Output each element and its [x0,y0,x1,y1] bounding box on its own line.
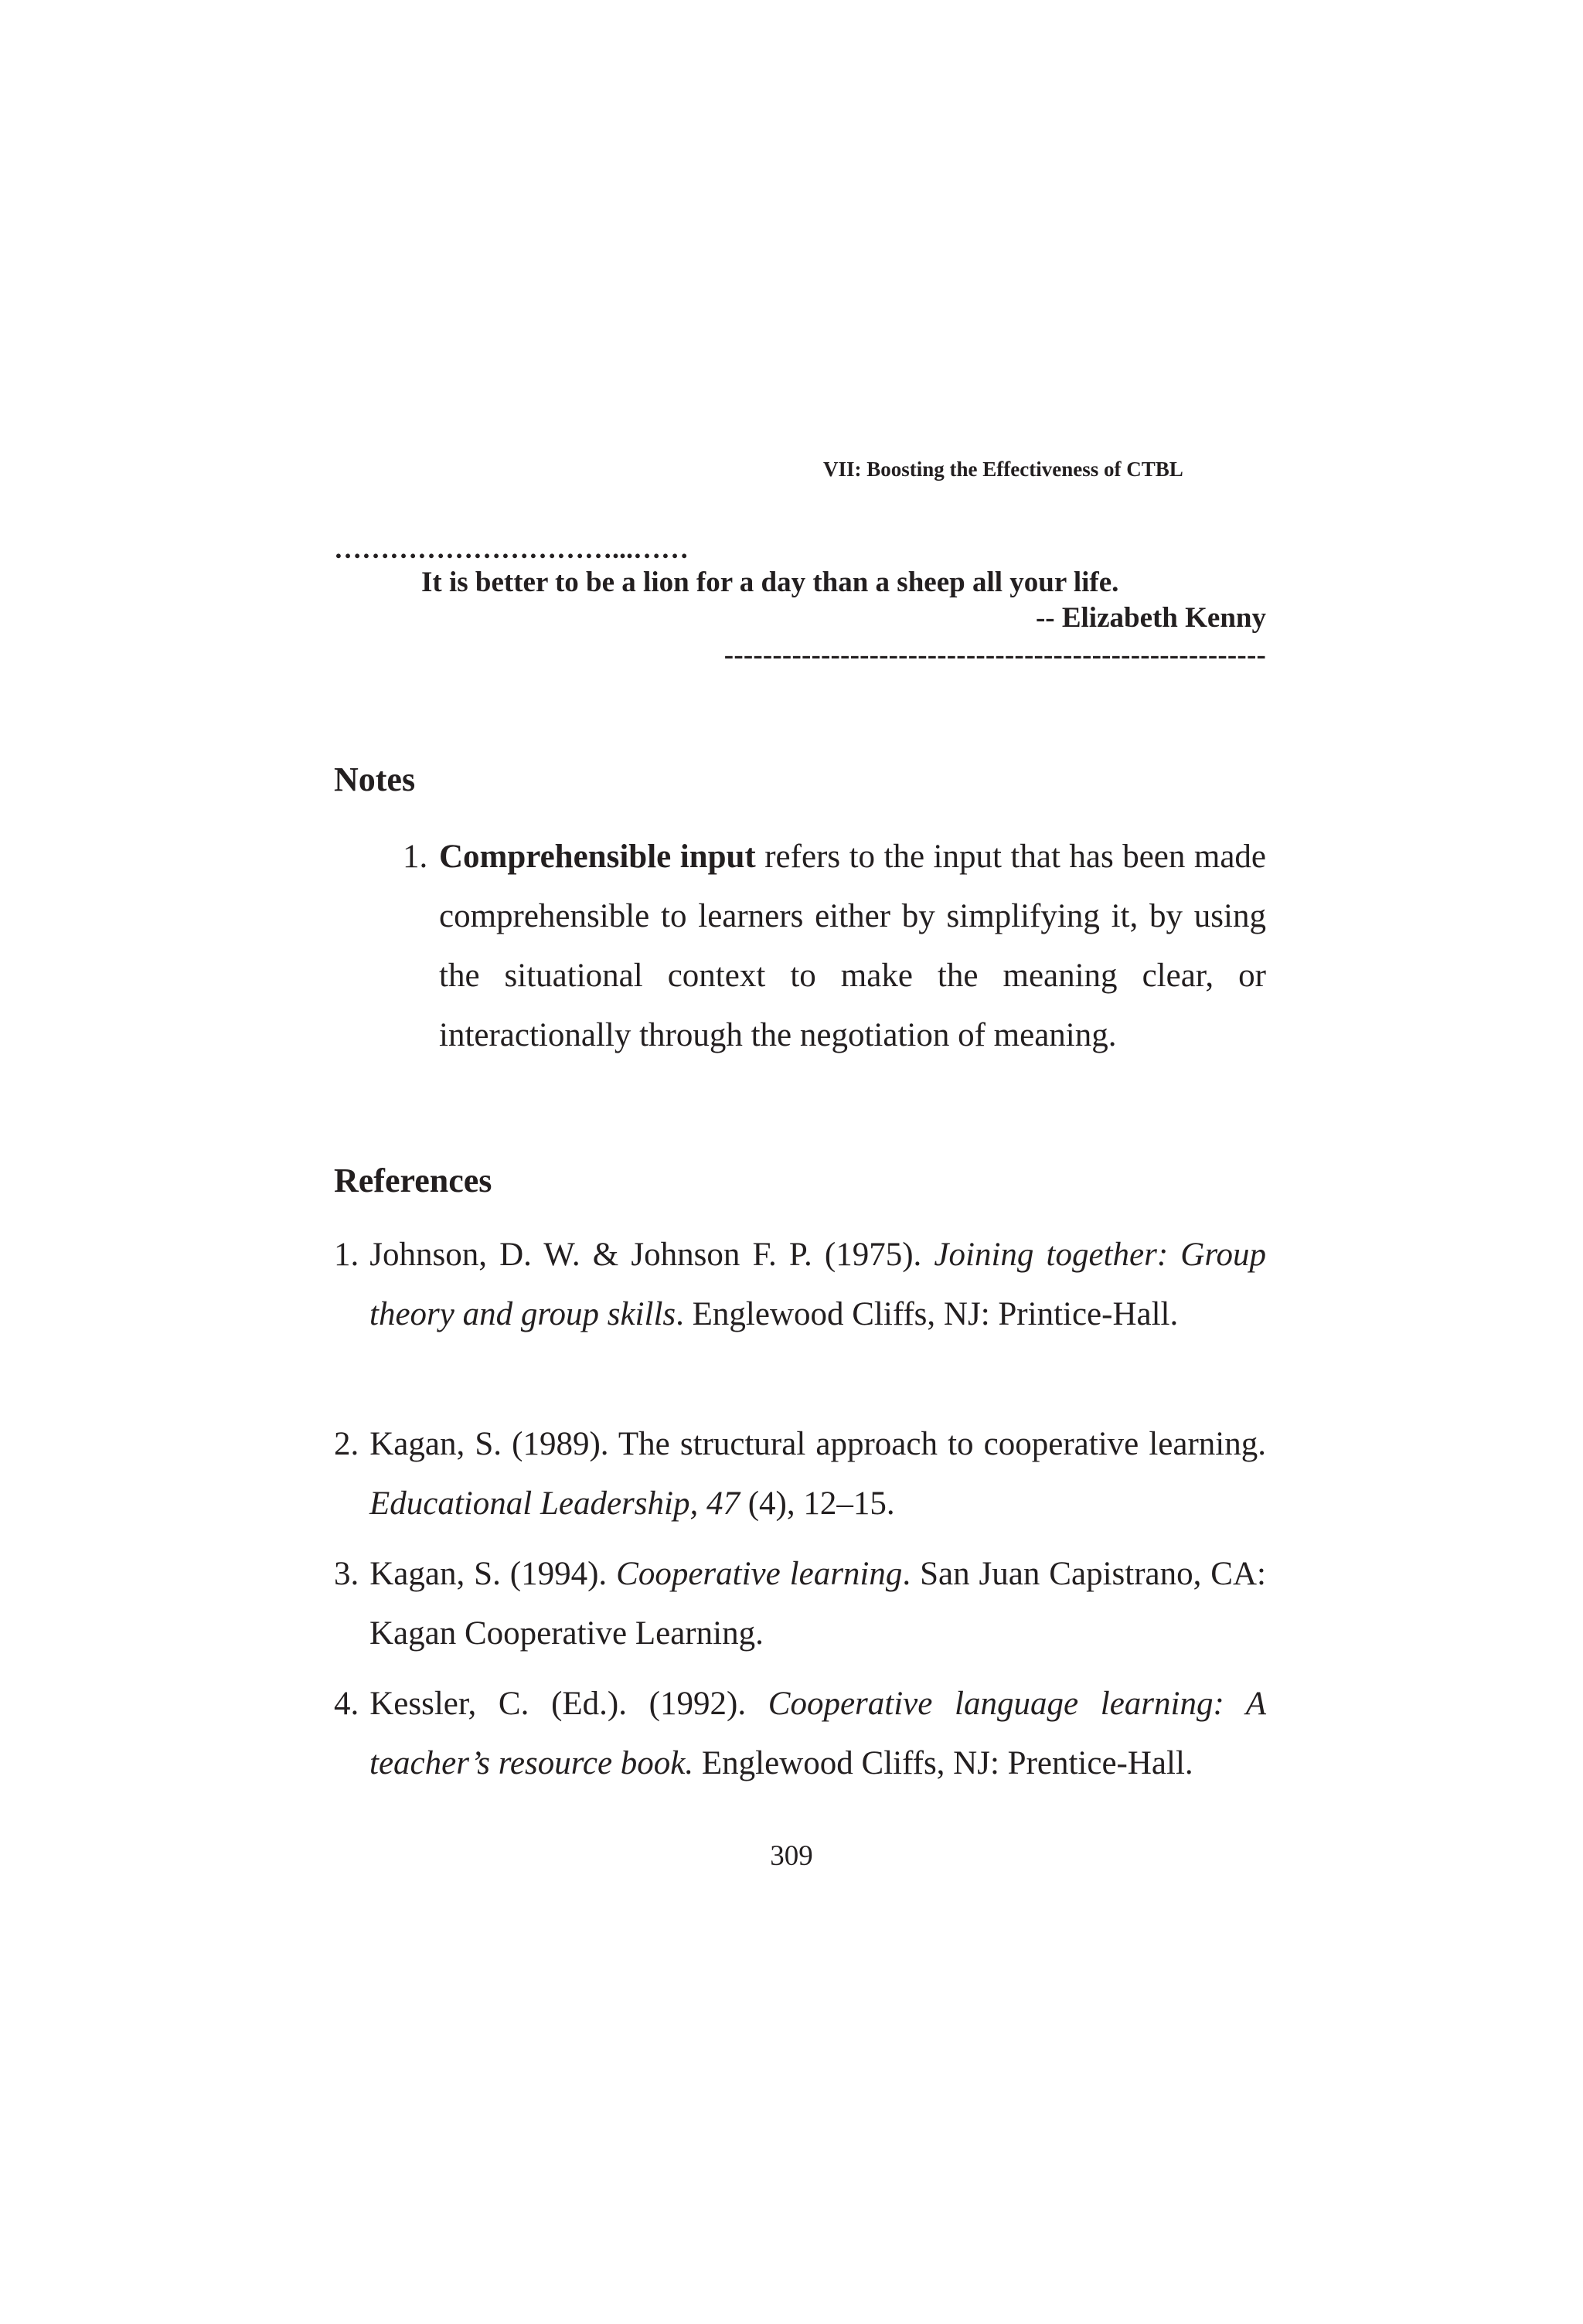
reference-authors: Johnson, D. W. & Johnson F. P. (1975). [369,1237,934,1273]
running-header: VII: Boosting the Effectiveness of CTBL [823,458,1183,481]
reference-item [334,1674,1266,1793]
reference-rest: . San Juan Capistrano, CA: Kagan Cooperative Learning. [369,1556,1266,1652]
reference-item [334,1225,1266,1344]
reference-rest: (4), 12–15. [739,1485,895,1522]
reference-number: 4. [334,1686,359,1722]
notes-heading: Notes [334,760,416,798]
epigraph-author: -- Elizabeth Kenny [1035,602,1266,634]
reference-item [334,1544,1266,1663]
note-item: 1. Comprehensible input refers to the input that has been made comprehensible to learners either by simplifying it, by using the situational context to make the meaning clear, or interactionally through the negotiation of meaning. [403,839,1267,1053]
reference-number: 3. [334,1556,359,1592]
epigraph-dashes: -------------------------------------------------------- [723,639,1266,671]
reference-title: Cooperative language learning: A teacher’s resource book. [369,1686,1266,1781]
reference-item [334,1414,1266,1533]
references-heading: References [334,1162,492,1199]
reference-rest: Englewood Cliffs, NJ: Prentice-Hall. [693,1745,1193,1781]
reference-title: Joining together: Group theory and group skills [369,1237,1266,1332]
reference-authors: Kessler, C. (Ed.). (1992). [369,1686,768,1722]
reference-number: 1. [334,1237,359,1273]
note-term: Comprehensible input [439,839,756,875]
reference-authors: Kagan, S. (1989). The structural approach to cooperative learning. [369,1426,1266,1462]
epigraph-dots: …………………………...…… [334,533,689,564]
reference-authors: Kagan, S. (1994). [369,1556,617,1592]
page-number: 309 [770,1840,813,1872]
reference-title: Educational Leadership, 47 [369,1485,740,1522]
note-text: refers to the input that has been made comprehensible to learners either by simplifying it, by using the situational context to make the meaning clear, or interactionally through the negotiation of meaning. [439,839,1267,1053]
reference-rest: . Englewood Cliffs, NJ: Printice-Hall. [676,1296,1179,1332]
reference-title: Cooperative learning [616,1556,903,1592]
reference-number: 2. [334,1426,359,1462]
epigraph-quote: It is better to be a lion for a day than a sheep all your life. [421,567,1119,598]
